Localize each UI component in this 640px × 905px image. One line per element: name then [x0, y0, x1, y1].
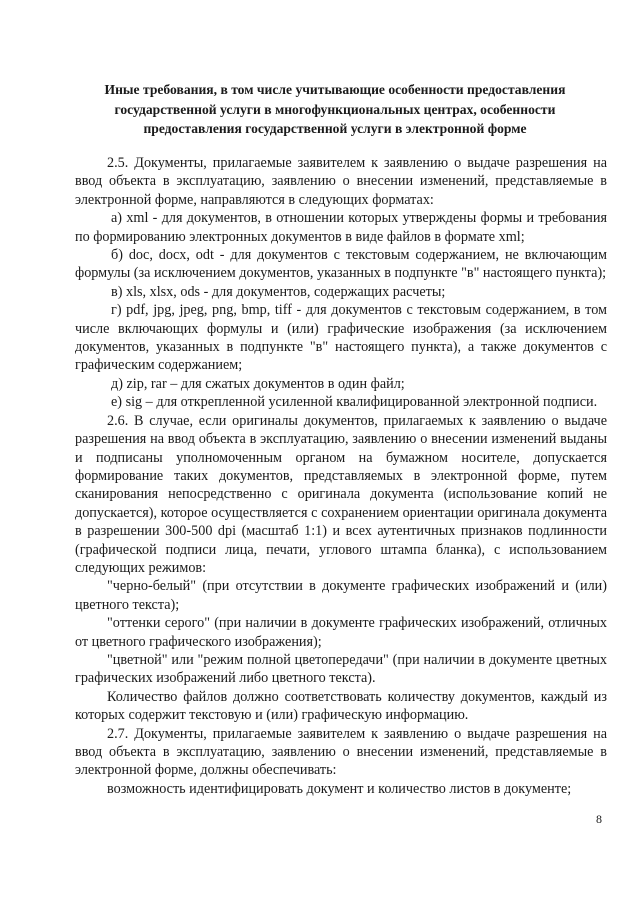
section-heading-line-3: предоставления государственной услуги в электронной форме: [143, 121, 527, 136]
paragraph-2-5: 2.5. Документы, прилагаемые заявителем к заявлению о выдаче разрешения на ввод объекта в эксплуатацию, заявлению о внесении изменений, представляемые в электронной форме, направляются в следующих форматах:: [75, 155, 607, 208]
section-heading: [72, 80, 598, 139]
paragraph-2-6: 2.6. В случае, если оригиналы документов, прилагаемых к заявлению о выдаче разрешения на ввод объекта в эксплуатацию, заявлению о внесении изменений выданы и подписаны уполномоченным органом на бумажном носителе, допускается формирование таких документов, представляемых в электронной форме, путем сканирования непосредственно с оригинала документа (использование копий не допускается), которое осуществляется с сохранением ориентации оригинала документа в разрешении 300-500 dpi (масштаб 1:1) и всех аутентичных признаков подлинности (графической подписи лица, печати, углового штампа бланка), с использованием следующих режимов:: [75, 412, 607, 576]
list-item-b-doc: б) doc, docx, odt - для документов с текстовым содержанием, не включающим формулы (за исключением документов, указанных в подпункте "в" настоящего пункта);: [75, 247, 607, 282]
mode-grayscale: "оттенки серого" (при наличии в документе графических изображений, отличных от цветного графического изображения);: [75, 615, 607, 650]
list-item-d-zip: д) zip, rar – для сжатых документов в один файл;: [111, 375, 405, 392]
mode-black-white: "черно-белый" (при отсутствии в документе графических изображений и (или) цветного текста);: [75, 578, 607, 613]
list-item-e-sig: е) sig – для открепленной усиленной квалифицированной электронной подписи.: [111, 394, 598, 411]
section-heading-line-2: государственной услуги в многофункциональных центрах, особенности: [114, 101, 556, 117]
document-body: [75, 154, 607, 798]
paragraph-file-count: Количество файлов должно соответствовать количеству документов, каждый из которых содержит текстовую и (или) графическую информацию.: [75, 688, 607, 724]
page-number: 8: [596, 812, 602, 826]
list-item-v-xls: в) xls, xlsx, ods - для документов, содержащих расчеты;: [111, 283, 446, 300]
paragraph-identify-document: возможность идентифицировать документ и количество листов в документе;: [107, 780, 572, 797]
mode-color: "цветной" или "режим полной цветопередачи" (при наличии в документе цветных графических изображений либо цветного текста).: [75, 651, 607, 687]
paragraph-2-7: 2.7. Документы, прилагаемые заявителем к заявлению о выдаче разрешения на ввод объекта в эксплуатацию, заявлению о внесении изменений, представляемые в электронной форме, должны обеспечивать:: [75, 725, 607, 779]
section-heading-line-1: Иные требования, в том числе учитывающие особенности предоставления: [104, 82, 566, 97]
list-item-a-xml: а) xml - для документов, в отношении которых утверждены формы и требования по формированию электронных документов в виде файлов в формате xml;: [75, 210, 607, 245]
list-item-g-pdf: г) pdf, jpg, jpeg, png, bmp, tiff - для документов с текстовым содержанием, в том числе включающих формулы и (или) графические изображения (за исключением документов, указанных в подпункте "в" настоящего пункта), а также документов с графическим содержанием;: [75, 302, 607, 374]
